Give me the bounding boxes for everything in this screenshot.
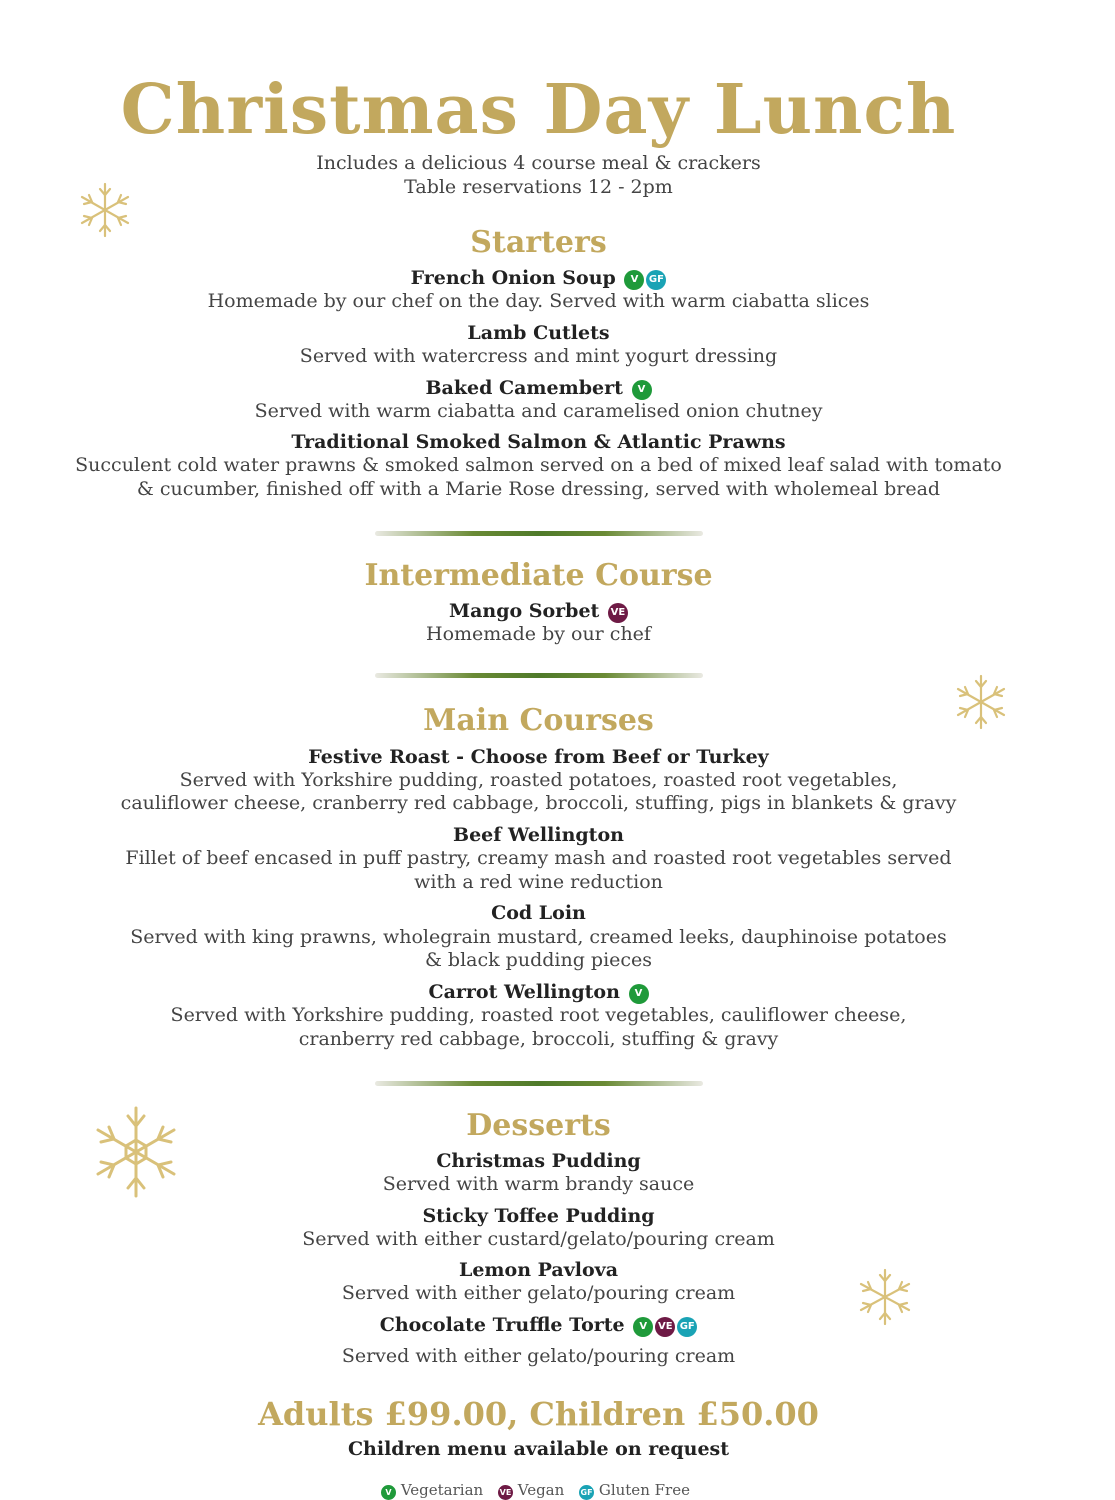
- dish-description: Fillet of beef encased in puff pastry, creamy mash and roasted root vegetables served: [125, 847, 952, 869]
- section-divider: [375, 673, 703, 678]
- dish-name: Chocolate Truffle Torte: [379, 1314, 625, 1336]
- legend-vegetarian: Vegetarian: [400, 1481, 484, 1499]
- section-divider: [375, 531, 703, 536]
- dish-title: [0, 376, 1077, 400]
- vegetarian-badge: V: [633, 1317, 653, 1337]
- dish-description: Served with king prawns, wholegrain mustard, creamed leeks, dauphinoise potatoes: [130, 926, 947, 948]
- section-divider: [375, 1081, 703, 1086]
- dish-name: Beef Wellington: [453, 824, 624, 846]
- dish-description: Served with Yorkshire pudding, roasted root vegetables, cauliflower cheese,: [170, 1004, 907, 1026]
- dish-description: cauliflower cheese, cranberry red cabbage, broccoli, stuffing, pigs in blankets & gravy: [120, 792, 957, 814]
- starters-heading: Starters: [470, 225, 607, 260]
- dish-name: Christmas Pudding: [436, 1150, 641, 1172]
- children-menu-note: Children menu available on request: [347, 1438, 730, 1460]
- dish-description: Served with watercress and mint yogurt dressing: [299, 345, 778, 367]
- mains-heading: Main Courses: [423, 703, 654, 738]
- subtitle-meal: Includes a delicious 4 course meal & crackers: [316, 152, 761, 174]
- vegetarian-badge: V: [632, 380, 652, 400]
- dish-name: Cod Loin: [491, 902, 586, 924]
- dish-description: cranberry red cabbage, broccoli, stuffing & gravy: [298, 1028, 779, 1050]
- dish-name: Carrot Wellington: [428, 981, 620, 1003]
- desserts-heading: Desserts: [466, 1108, 611, 1143]
- intermediate-heading: Intermediate Course: [364, 558, 713, 593]
- dish-description: Served with either gelato/pouring cream: [341, 1282, 736, 1304]
- dish-name: Traditional Smoked Salmon & Atlantic Prawns: [291, 431, 786, 453]
- dish-title: [0, 266, 1077, 290]
- dish-title: [0, 1313, 1077, 1337]
- gluten-free-badge: GF: [579, 1485, 594, 1500]
- page-title: Christmas Day Lunch: [120, 70, 957, 150]
- gluten-free-badge: GF: [677, 1317, 697, 1337]
- subtitle-reservations: Table reservations 12 - 2pm: [404, 176, 673, 198]
- dish-description: Served with warm brandy sauce: [382, 1173, 695, 1195]
- dish-description: Served with warm ciabatta and caramelised onion chutney: [254, 400, 823, 422]
- vegetarian-badge: V: [624, 270, 644, 290]
- vegan-badge: VE: [608, 603, 628, 623]
- legend-vegan: Vegan: [517, 1481, 565, 1499]
- vegan-badge: VE: [655, 1317, 675, 1337]
- dish-name: Lemon Pavlova: [458, 1259, 619, 1281]
- dish-description: Homemade by our chef on the day. Served with warm ciabatta slices: [207, 290, 870, 312]
- dietary-legend: [0, 1480, 1077, 1500]
- dish-description: & black pudding pieces: [424, 949, 653, 971]
- legend-gluten-free: Gluten Free: [598, 1481, 690, 1499]
- dish-description: Served with either custard/gelato/pouring cream: [302, 1228, 775, 1250]
- dish-title: [0, 599, 1077, 623]
- price-line: Adults £99.00, Children £50.00: [258, 1395, 819, 1433]
- gluten-free-badge: GF: [646, 270, 666, 290]
- dish-name: Lamb Cutlets: [467, 322, 610, 344]
- vegetarian-badge: V: [629, 984, 649, 1004]
- dish-description: with a red wine reduction: [414, 871, 663, 893]
- dish-name: Baked Camembert: [425, 377, 623, 399]
- dish-name: Festive Roast - Choose from Beef or Turkey: [308, 746, 769, 768]
- dish-description: Served with Yorkshire pudding, roasted potatoes, roasted root vegetables,: [179, 769, 898, 791]
- dish-title: [0, 980, 1077, 1004]
- dish-description: Homemade by our chef: [426, 623, 651, 645]
- dish-description: & cucumber, finished off with a Marie Rose dressing, served with wholemeal bread: [136, 478, 941, 500]
- vegetarian-badge: V: [381, 1485, 396, 1500]
- dish-description: Succulent cold water prawns & smoked salmon served on a bed of mixed leaf salad with tomato: [75, 454, 1002, 476]
- vegan-badge: VE: [498, 1485, 513, 1500]
- dish-name: Sticky Toffee Pudding: [422, 1205, 655, 1227]
- dish-description: Served with either gelato/pouring cream: [341, 1345, 736, 1367]
- dish-name: Mango Sorbet: [449, 600, 600, 622]
- dish-name: French Onion Soup: [410, 267, 616, 289]
